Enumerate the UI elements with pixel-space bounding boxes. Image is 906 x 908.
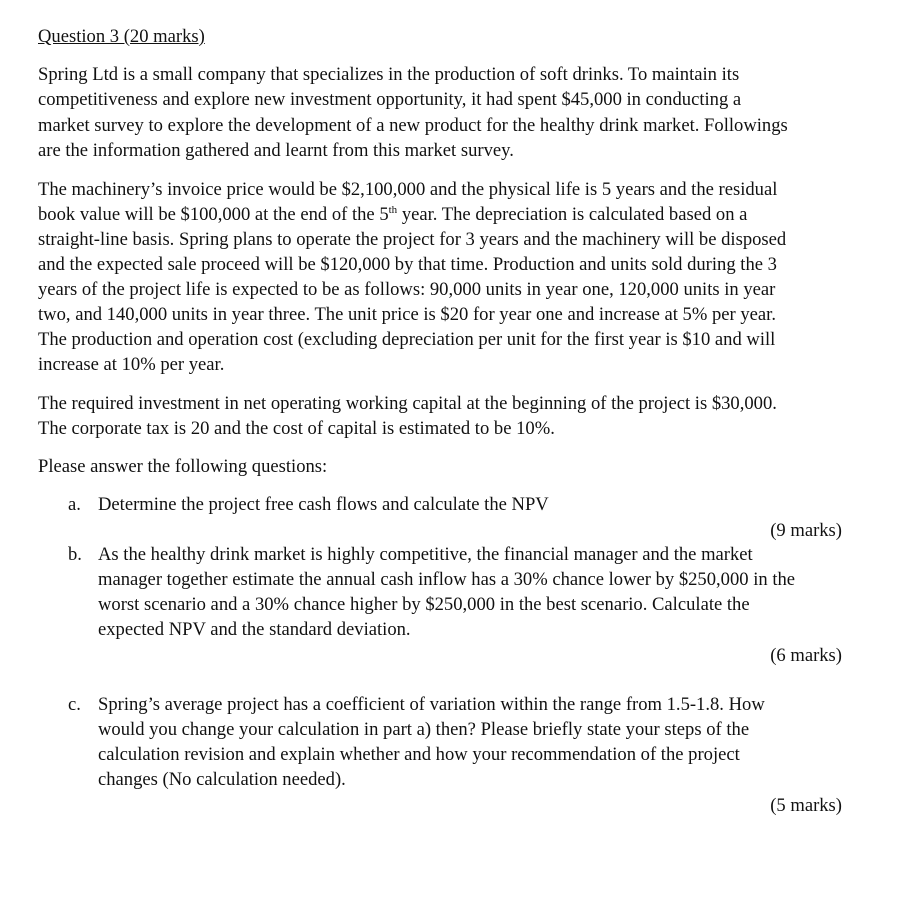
question-a-label: a. [68,494,81,515]
question-c-text: calculation revision and explain whether and how your recommendation of the project [98,744,740,765]
question-b-text: As the healthy drink market is highly competitive, the financial manager and the market [98,544,753,565]
para2-line: The machinery’s invoice price would be $2,100,000 and the physical life is 5 years and the residual [38,179,778,200]
question-a-marks: (9 marks) [770,520,842,541]
para1-line: are the information gathered and learnt from this market survey. [38,140,514,161]
text: book value will be $100,000 at the end of the 5 [38,204,389,225]
question-b-marks: (6 marks) [770,645,842,666]
para1-line: market survey to explore the development of a new product for the healthy drink market. Followings [38,115,788,136]
para2-line: The production and operation cost (excluding depreciation per unit for the first year is $10 and will [38,329,776,350]
para2-line: increase at 10% per year. [38,354,225,375]
question-c-text: changes (No calculation needed). [98,769,346,790]
para2-line: straight-line basis. Spring plans to operate the project for 3 years and the machinery will be disposed [38,229,787,250]
question-c-marks: (5 marks) [770,795,842,816]
text: year. The depreciation is calculated based on a [397,204,748,225]
question-title: Question 3 (20 marks) [38,26,205,47]
para2-line: two, and 140,000 units in year three. The unit price is $20 for year one and increase at 5% per year. [38,304,776,325]
question-b-text: manager together estimate the annual cash inflow has a 30% chance lower by $250,000 in the [98,569,796,590]
para3-line: The corporate tax is 20 and the cost of capital is estimated to be 10%. [38,418,555,439]
question-c-text: would you change your calculation in part a) then? Please briefly state your steps of the [98,719,750,740]
para1-line: competitiveness and explore new investment opportunity, it had spent $45,000 in conducting a [38,89,742,110]
para2-line: years of the project life is expected to be as follows: 90,000 units in year one, 120,000 units in year [38,279,776,300]
question-a-text: Determine the project free cash flows and calculate the NPV [98,494,549,515]
question-b-text: expected NPV and the standard deviation. [98,619,411,640]
para1-line: Spring Ltd is a small company that specializes in the production of soft drinks. To maintain its [38,64,740,85]
para3-line: The required investment in net operating working capital at the beginning of the project is $30,000. [38,393,777,414]
superscript: th [388,203,398,216]
para2-line [38,204,747,226]
prompt: Please answer the following questions: [38,456,328,477]
question-c-label: c. [68,694,81,715]
question-b-label: b. [68,544,82,565]
question-c-text: Spring’s average project has a coefficient of variation within the range from 1.5-1.8. How [98,694,765,715]
question-b-text: worst scenario and a 30% chance higher by $250,000 in the best scenario. Calculate the [98,594,750,615]
para2-line: and the expected sale proceed will be $120,000 by that time. Production and units sold during the 3 [38,254,777,275]
